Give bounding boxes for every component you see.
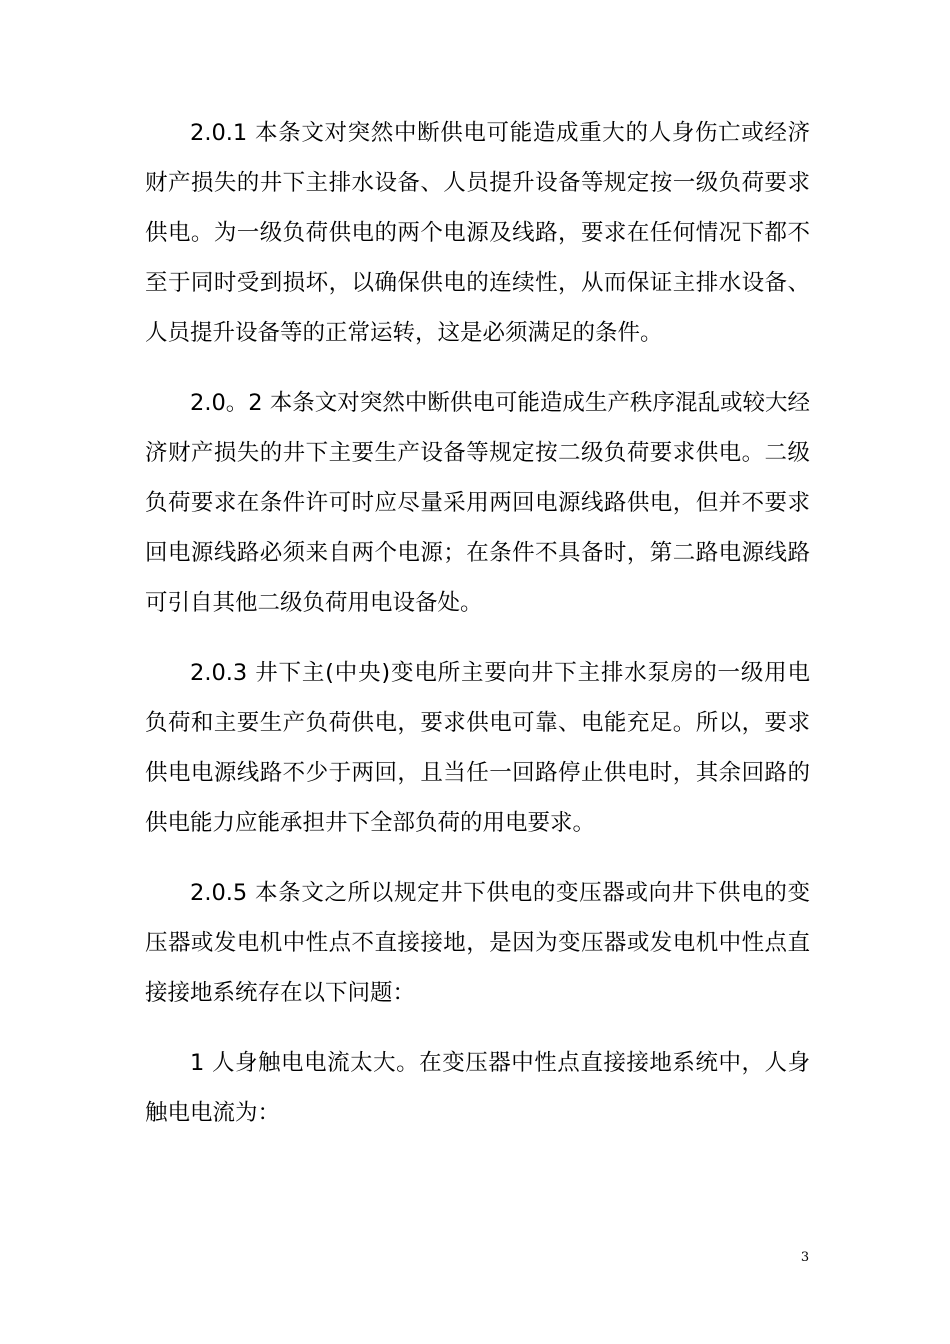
paragraph-2-0-1: 2.0.1 本条文对突然中断供电可能造成重大的人身伤亡或经济财产损失的井下主排水设备、人员提升设备等规定按一级负荷要求供电。为一级负荷供电的两个电源及线路，要求在任何情况下都不至于同时受到损坏，以确保供电的连续性，从而保证主排水设备、人员提升设备等的正常运转，这是必须满足的条件。 xyxy=(145,120,810,346)
paragraph-2-0-3: 2.0.3 井下主(中央)变电所主要向井下主排水泵房的一级用电负荷和主要生产负荷供电，要求供电可靠、电能充足。所以，要求供电电源线路不少于两回，且当任一回路停止供电时，其余回路的供电能力应能承担井下全部负荷的用电要求。 xyxy=(145,660,810,836)
page-number: 3 xyxy=(800,1250,810,1265)
paragraph-2-0-5: 2.0.5 本条文之所以规定井下供电的变压器或向井下供电的变压器或发电机中性点不直接接地，是因为变压器或发电机中性点直接接地系统存在以下问题： xyxy=(145,880,810,1006)
paragraph-item-1: 1 人身触电电流太大。在变压器中性点直接接地系统中，人身触电电流为： xyxy=(145,1050,810,1126)
paragraph-2-0-2: 2.0。2 本条文对突然中断供电可能造成生产秩序混乱或较大经济财产损失的井下主要生产设备等规定按二级负荷要求供电。二级负荷要求在条件许可时应尽量采用两回电源线路供电，但并不要求回电源线路必须来自两个电源；在条件不具备时，第二路电源线路可引自其他二级负荷用电设备处。 xyxy=(145,390,810,616)
document-body xyxy=(145,108,810,1138)
